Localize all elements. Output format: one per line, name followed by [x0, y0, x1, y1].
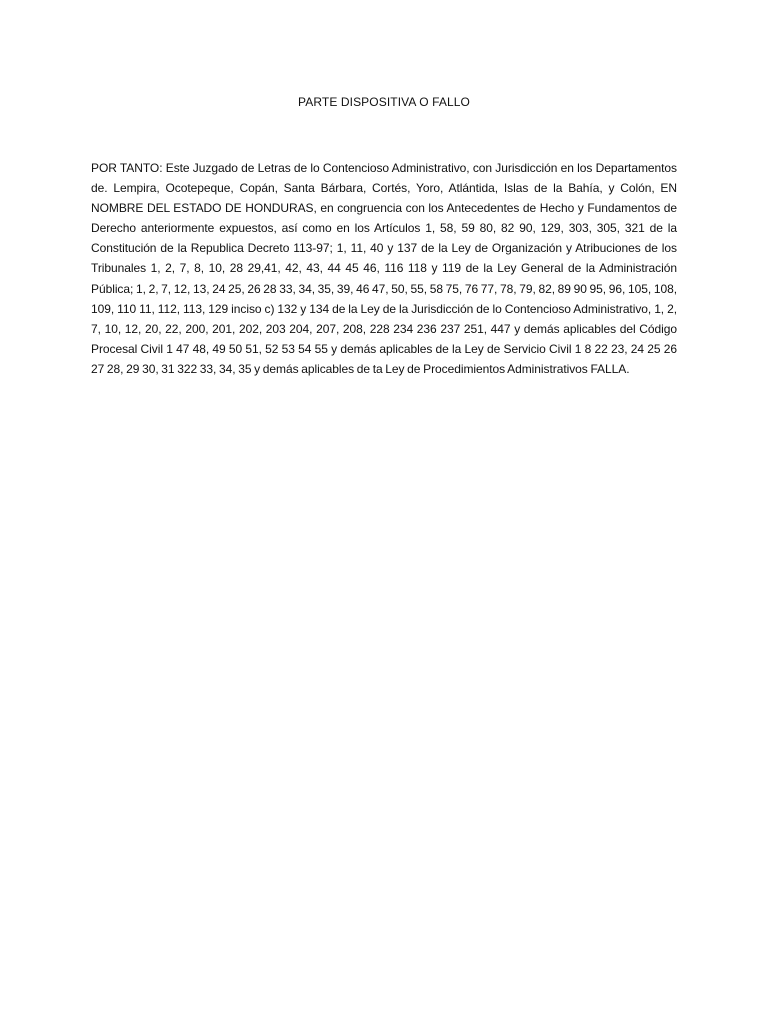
- ruling-paragraph: POR TANTO: Este Juzgado de Letras de lo Contencioso Administrativo, con Jurisdicción en los Departamentos de. Lempira, Ocotepeque, Copán, Santa Bárbara, Cortés, Yoro, Atlántida, Islas de la Bahía, y Colón, EN NOMBRE DEL ESTADO DE HONDURAS, en congruencia con los Antecedentes de Hecho y Fundamentos de Derecho anteriormente expuestos, así como en los Artículos 1, 58, 59 80, 82 90, 129, 303, 305, 321 de la Constitución de la Republica Decreto 113-97; 1, 11, 40 y 137 de la Ley de Organización y Atribuciones de los Tribunales 1, 2, 7, 8, 10, 28 29,41, 42, 43, 44 45 46, 116 118 y 119 de la Ley General de la Administración Pública; 1, 2, 7, 12, 13, 24 25, 26 28 33, 34, 35, 39, 46 47, 50, 55, 58 75, 76 77, 78, 79, 82, 89 90 95, 96, 105, 108, 109, 110 11, 112, 113, 129 inciso c) 132 y 134 de la Ley de la Jurisdicción de lo Contencioso Administrativo, 1, 2, 7, 10, 12, 20, 22, 200, 201, 202, 203 204, 207, 208, 228 234 236 237 251, 447 y demás aplicables del Código Procesal Civil 1 47 48, 49 50 51, 52 53 54 55 y demás aplicables de la Ley de Servicio Civil 1 8 22 23, 24 25 26 27 28, 29 30, 31 322 33, 34, 35 y demás aplicables de ta Ley de Procedimientos Administrativos FALLA.: [91, 161, 677, 376]
- document-title: PARTE DISPOSITIVA O FALLO: [298, 95, 470, 109]
